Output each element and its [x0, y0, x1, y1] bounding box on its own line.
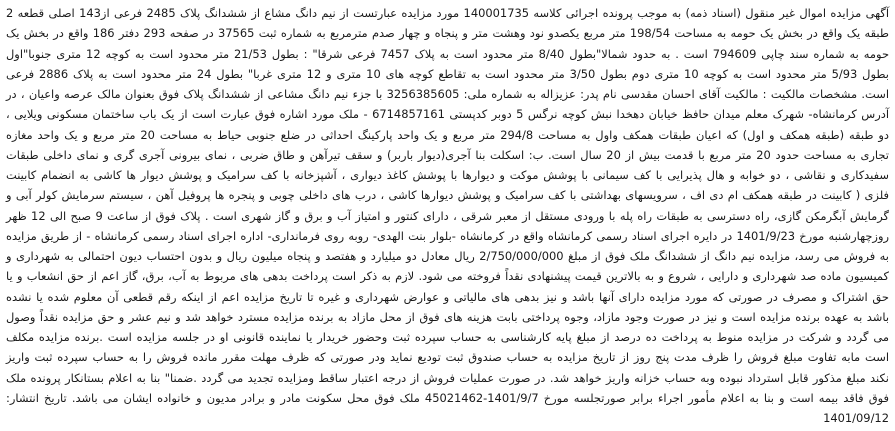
auction-notice-text: آگهی مزایده اموال غیر منقول (اسناد ذمه) به موجب پرونده اجرائی کلاسه 140001735 مورد مزایده عبارتست از نیم دانگ مشاع از ششدانگ پلاک 2485 فرعی از143 اصلی قطعه 2 طبقه یک واقع در بخش یک حومه به مساحت 198/54 متر مربع یکصدو نود وهشت متر و پنجاه و چهار صدم مترمربع به شماره ثبت 37565 در صفحه 293 دفتر 186 واقع در بخش یک حومه به شماره سند چاپی 794609 است . به حدود شمالا"بطول 8/40 متر محدود است به پلاک 7457 فرعی شرقا" : بطول 21/53 متر محدود است به کوچه 12 متری جنوبا"اول بطول 5/93 متر محدود است به کوچه 10 متری دوم بطول 3/50 متر محدود است به تقاطع کوچه های 10 متری و 12 متری غربا" بطول 24 متر محدود است به پلاک 2886 فرعی است. مشخصات مالکیت : مالکیت آقای احسان مقدسی نام پدر: عزیزاله به شماره ملی: 3256385605 با جزء نیم دانگ مشاعی از ششدانگ پلاک فوق بعنوان مالک عرصه واعیان ، در آدرس کرمانشاه- شهرک معلم میدان حافظ خیابان دهخدا نبش کوچه نرگس 5 دوبر کدپستی 6714857161 - ملک مورد اشاره فوق عبارت است از یک باب ساختمان مسکونی ویلایی ، دو طبقه (طبقه همکف و اول) که اعیان طبقات همکف واول به مساحت 294/8 متر مربع و یک واحد پارکینگ احداثی در ضلع جنوبی حیاط به مساحت 20 متر مربع و یک واحد مغازه تجاری به مساحت حدود 20 متر مربع با قدمت بیش از 20 سال است. ب: اسکلت بنا آجری(دیوار باربر) و سقف تیرآهن و طاق ضربی ، نمای بیرونی آجری گری و نمای داخلی طبقات سفیدکاری و نقاشی ، دو خوابه و هال پذیرایی با کف سیمانی با پوشش موکت و دیوارها با پوشش کاغذ دیواری ، آشپزخانه با کف سرامیک و پوشش دیوار ها کاشی به انضمام کابینت فلزی ( کابینت در طبقه همکف ام دی اف ، سرویسهای بهداشتی با کف سرامیک و پوشش دیوارها کاشی ، درب های داخلی چوبی و پنجره ها پروفیل آهن ، سیستم سرمایش کولر آبی و گرمایش آبگرمکن گازی، راه دسترسی به طبقات راه پله با ورودی مستقل از معبر شرقی ، دارای کنتور و امتیاز آب و برق و گاز شهری است . پلاک فوق از ساعت 9 صبح الی 12 ظهر روزچهارشنبه مورخ 1401/9/23 در دایره اجرای اسناد رسمی کرمانشاه واقع در کرمانشاه -بلوار بنت الهدی- روبه روی فرمانداری- اداره اجرای اسناد رسمی کرمانشاه - از طریق مزایده به فروش می رسد، مزایده نیم دانگ از ششدانگ ملک فوق از مبلغ 2/750/000/000 ریال معادل دو میلیارد و هفتصد و پنجاه میلیون ریال و بدون احتساب دیون احتمالی به شهرداری و کمیسیون ماده صد شهرداری و دارایی ، شروع و به بالاترین قیمت پیشنهادی نقداً فروخته می شود. لازم به ذکر است پرداخت بدهی های مربوط به آب، برق، گاز اعم از حق انشعاب و یا حق اشتراک و مصرف در صورتی که مورد مزایده دارای آنها باشد و نیز بدهی های مالیاتی و عوارض شهرداری و غیره تا تاریخ مزایده اعم از اینکه رقم قطعی آن معلوم شده یا نشده باشد به عهده برنده مزایده است و نیز در صورت وجود مازاد، وجوه پرداختی بابت هزینه های فوق از محل مازاد به برنده مزایده مسترد خواهد شد و نیم عشر و حق مزایده نقداً وصول می گردد و شرکت در مزایده منوط به پرداخت ده درصد از مبلغ پایه کارشناسی به حساب سپرده ثبت وحضور خریدار یا نماینده قانونی او در جلسه مزایده است .برنده مزایده مکلف است مابه تفاوت مبلغ فروش را ظرف مدت پنج روز از تاریخ مزایده به حساب صندوق ثبت تودیع نماید ودر صورتی که ظرف مهلت مقرر مانده فروش را به حساب سپرده ثبت واریز نکند مبلغ مذکور قابل استرداد نبوده وبه حساب خزانه واریز خواهد شد. در صورت عملیات فروش از درجه اعتبار ساقط ومزایده تجدید می گردد .ضمنا" بنا به اعلام بستانکار پرونده ملک فوق فاقد بیمه است و بنا به اعلام مأمور اجراء برابر صورتجلسه مورخ 1401/9/7-45021462 ملک فوق محل سکونت مادر و برادر مدیون و خانواده ایشان می باشد. تاریخ انتشار: 1401/09/12: [6, 6, 890, 425]
